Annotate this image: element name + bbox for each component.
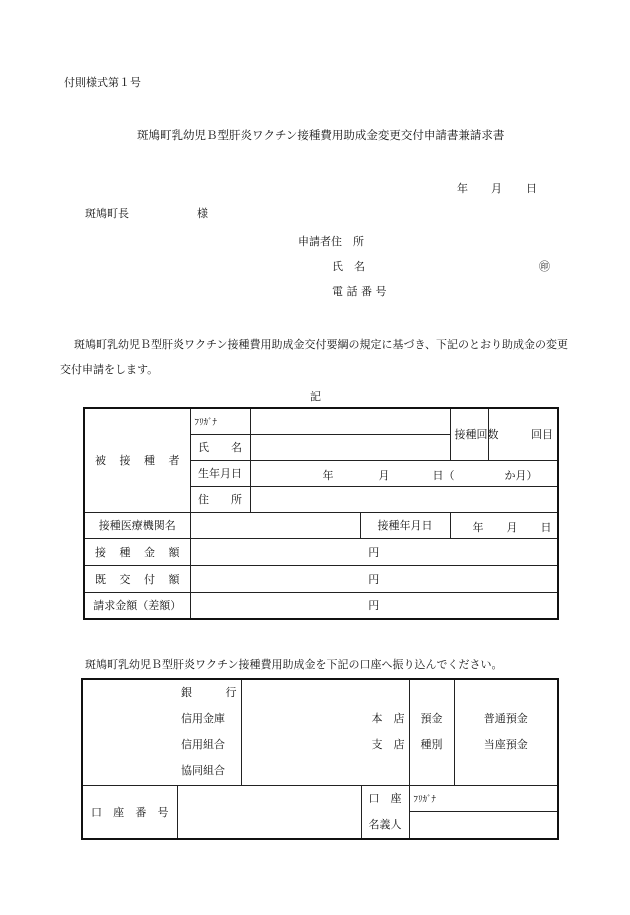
- inst-type-bank: 銀 行: [181, 686, 237, 700]
- vacc-month: 月: [506, 520, 518, 534]
- bank-account-table: [81, 678, 559, 840]
- vacc-day: 日: [540, 520, 552, 534]
- address-label: 住 所: [190, 486, 250, 512]
- addressee-name: 斑鳩町長: [85, 207, 129, 220]
- applicant-phone-label: 電 話 番 号: [332, 285, 387, 298]
- branch-sub: 支 店: [371, 738, 405, 752]
- inst-type-kumiai: 信用組合: [181, 738, 225, 752]
- amount-label: 接 種 金 額: [84, 538, 190, 565]
- holder-name-field[interactable]: [409, 811, 558, 838]
- address-field[interactable]: [250, 486, 558, 512]
- applicant-address-label: 申請者住 所: [298, 235, 364, 248]
- date-year: 年: [457, 182, 468, 195]
- deposit-kind-label: [409, 679, 454, 785]
- form-number: 付則様式第１号: [64, 76, 141, 89]
- institution-type-cell[interactable]: [82, 679, 241, 785]
- vaccination-date-field[interactable]: [450, 512, 558, 538]
- birthdate-label: 生年月日: [190, 460, 250, 486]
- account-number-field[interactable]: [177, 785, 361, 839]
- kind-label: 種別: [420, 738, 443, 752]
- application-table: [83, 407, 559, 620]
- clinic-label: 接種医療機関名: [84, 512, 190, 538]
- transfer-text: 斑鳩町乳幼児Ｂ型肝炎ワクチン接種費用助成金を下記の口座へ振り込んでください。: [85, 658, 503, 671]
- holder-furigana-field[interactable]: ﾌﾘｶﾞﾅ: [409, 785, 558, 811]
- birth-age-months: か月）: [504, 468, 538, 482]
- date-month: 月: [491, 182, 502, 195]
- claim-amount-field[interactable]: 円: [190, 592, 558, 619]
- holder-label-line2: 名義人: [368, 817, 402, 831]
- birth-day: 日（: [432, 468, 455, 482]
- seal-mark: ㊞: [539, 260, 550, 273]
- deposit-type-current: 当座預金: [483, 738, 528, 752]
- ki-label: 記: [310, 390, 321, 403]
- birth-year: 年: [322, 468, 334, 482]
- person-label: 被 接 種 者: [84, 408, 190, 512]
- amount-field[interactable]: 円: [190, 538, 558, 565]
- paid-amount-field[interactable]: 円: [190, 565, 558, 592]
- addressee-suffix: 様: [197, 207, 208, 220]
- page-title: 斑鳩町乳幼児Ｂ型肝炎ワクチン接種費用助成金変更交付申請書兼請求書: [137, 128, 505, 142]
- applicant-name-label: 氏 名: [332, 260, 365, 273]
- date-day: 日: [526, 182, 537, 195]
- birth-month: 月: [378, 468, 390, 482]
- branch-type-cell[interactable]: [241, 679, 409, 785]
- deposit-type-cell[interactable]: [454, 679, 558, 785]
- vaccination-count-unit[interactable]: 回目: [488, 408, 558, 460]
- paid-amount-label: 既 交 付 額: [84, 565, 190, 592]
- body-text-line2: 交付申請をします。: [60, 363, 159, 376]
- holder-label-line1: 口 座: [368, 791, 402, 805]
- furigana-label: ﾌﾘｶﾞﾅ: [190, 408, 250, 434]
- vaccination-count-label: 接種回数: [450, 408, 488, 460]
- furigana-field[interactable]: [250, 408, 450, 434]
- inst-type-kyodo: 協同組合: [181, 764, 225, 778]
- account-number-label: 口 座 番 号: [82, 785, 177, 839]
- name-label: 氏 名: [190, 434, 250, 460]
- birthdate-field[interactable]: [250, 460, 558, 486]
- deposit-label: 預金: [420, 712, 443, 726]
- vacc-year: 年: [472, 520, 484, 534]
- clinic-field[interactable]: [190, 512, 360, 538]
- inst-type-shinkin: 信用金庫: [181, 712, 225, 726]
- deposit-type-ordinary: 普通預金: [483, 712, 528, 726]
- body-text-line1: 斑鳩町乳幼児Ｂ型肝炎ワクチン接種費用助成金交付要綱の規定に基づき、下記のとおり助成金の変更: [74, 338, 569, 351]
- vaccination-date-label: 接種年月日: [360, 512, 450, 538]
- account-holder-label: [361, 785, 409, 839]
- branch-main: 本 店: [371, 712, 405, 726]
- claim-amount-label: 請求金額（差額）: [84, 592, 190, 619]
- name-field[interactable]: [250, 434, 450, 460]
